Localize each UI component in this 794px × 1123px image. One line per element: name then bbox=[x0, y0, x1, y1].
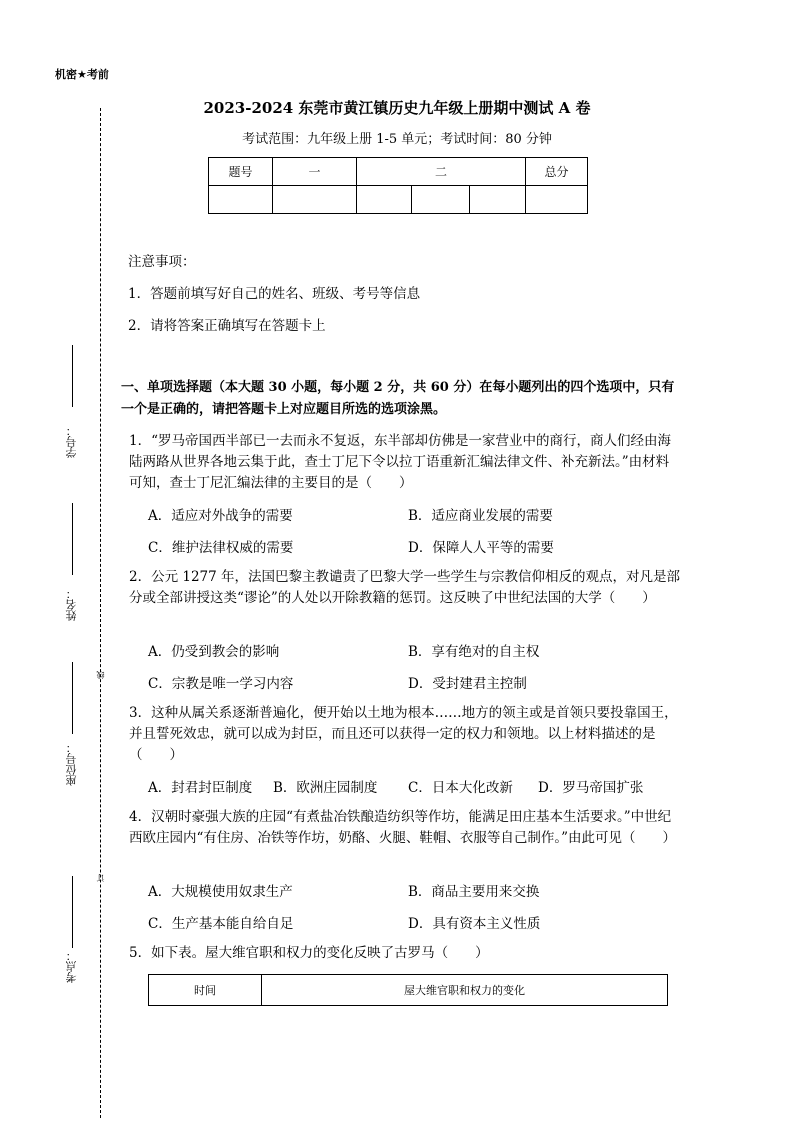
binding-dashed-line bbox=[100, 108, 101, 1118]
q1-option-d: D．保障人人平等的需要 bbox=[408, 540, 554, 556]
exam-site-label: 考点： bbox=[65, 950, 78, 983]
q3-option-a: A．封君封臣制度 bbox=[148, 780, 253, 796]
q2-option-b: B．享有绝对的自主权 bbox=[408, 644, 540, 660]
binding-mark-order: 订 bbox=[96, 874, 105, 882]
q1-option-a: A．适应对外战争的需要 bbox=[148, 508, 293, 524]
exam-subtitle: 考试范围：九年级上册 1-5 单元；考试时间：80 分钟 bbox=[242, 132, 552, 147]
seat-label: 座位号： bbox=[65, 742, 78, 786]
q2-option-d: D．受封建君主控制 bbox=[408, 676, 527, 692]
notes-heading: 注意事项： bbox=[128, 254, 196, 270]
section-heading: 一、单项选择题（本大题 30 小题，每小题 2 分，共 60 分）在每小题列出的四个选项中，只有一个是正确的，请把答题卡上对应题目所选的选项涂黑。 bbox=[121, 380, 675, 417]
question-4-stem: 4．汉朝时豪强大族的庄园“有煮盐冶铁酿造纺织等作坊，能满足田庄基本生活要求。”中世纪西欧庄园内“有住房、冶铁等作坊，奶酪、火腿、鞋帽、衣服等自己制作。”由此可见（ ） bbox=[129, 809, 677, 846]
q1-option-c: C．维护法律权威的需要 bbox=[148, 540, 294, 556]
score-cell bbox=[412, 186, 470, 214]
score-table bbox=[208, 157, 588, 214]
exam-site-blank bbox=[72, 876, 73, 948]
q4-option-d: D．具有资本主义性质 bbox=[408, 916, 541, 932]
score-cell bbox=[526, 186, 588, 214]
name-blank bbox=[72, 503, 73, 575]
score-cell bbox=[209, 186, 273, 214]
q4-option-b: B．商品主要用来交换 bbox=[408, 884, 540, 900]
score-header-question-no: 题号 bbox=[209, 158, 273, 186]
note-item-2: 2．请将答案正确填写在答题卡上 bbox=[128, 318, 326, 334]
score-header-total: 总分 bbox=[526, 158, 588, 186]
q5-table bbox=[148, 974, 668, 1006]
q3-option-d: D．罗马帝国扩张 bbox=[538, 780, 644, 796]
name-label: 姓名： bbox=[65, 588, 78, 621]
student-id-blank bbox=[72, 345, 73, 407]
note-item-1: 1．答题前填写好自己的姓名、班级、考号等信息 bbox=[128, 286, 421, 302]
q2-option-a: A．仍受到教会的影响 bbox=[148, 644, 280, 660]
binding-mark-line: 线 bbox=[96, 671, 105, 679]
score-cell bbox=[470, 186, 526, 214]
score-header-part1: 一 bbox=[273, 158, 357, 186]
seat-blank bbox=[72, 662, 73, 734]
question-3-stem: 3．这种从属关系逐渐普遍化，便开始以土地为根本……地方的领主或是首领只要投靠国王，并且誓死效忠，就可以成为封臣，而且还可以获得一定的权力和领地。以上材料描述的是（ ） bbox=[129, 705, 678, 763]
q1-option-b: B．适应商业发展的需要 bbox=[408, 508, 553, 524]
q5-header-time: 时间 bbox=[149, 975, 262, 1006]
student-id-label: 学号： bbox=[65, 425, 78, 458]
q3-option-b: B．欧洲庄园制度 bbox=[273, 780, 378, 796]
q4-option-c: C．生产基本能自给自足 bbox=[148, 916, 294, 932]
q4-option-a: A．大规模使用奴隶生产 bbox=[148, 884, 293, 900]
q3-option-c: C．日本大化改新 bbox=[408, 780, 513, 796]
q2-option-c: C．宗教是唯一学习内容 bbox=[148, 676, 294, 692]
score-cell bbox=[273, 186, 357, 214]
exam-title: 2023-2024 东莞市黄江镇历史九年级上册期中测试 A 卷 bbox=[203, 99, 591, 117]
question-5-stem: 5．如下表。屋大维官职和权力的变化反映了古罗马（ ） bbox=[129, 945, 489, 961]
score-header-part2: 二 bbox=[357, 158, 526, 186]
q5-header-change: 屋大维官职和权力的变化 bbox=[262, 975, 668, 1006]
score-cell bbox=[357, 186, 412, 214]
question-1-stem: 1．“罗马帝国西半部已一去而永不复返，东半部却仿佛是一家营业中的商行，商人们经由海陆两路从世界各地云集于此，查士丁尼下令以拉丁语重新汇编法律文件、补充新法。”由材料可知，查士丁尼汇编法律的主要目的是（ ） bbox=[129, 433, 671, 491]
confidential-mark: 机密★考前 bbox=[55, 68, 109, 81]
question-2-stem: 2．公元 1277 年，法国巴黎主教谴责了巴黎大学一些学生与宗教信仰相反的观点，对凡是部分或全部讲授这类“谬论”的人处以开除教籍的惩罚。这反映了中世纪法国的大学（ ） bbox=[129, 569, 681, 606]
